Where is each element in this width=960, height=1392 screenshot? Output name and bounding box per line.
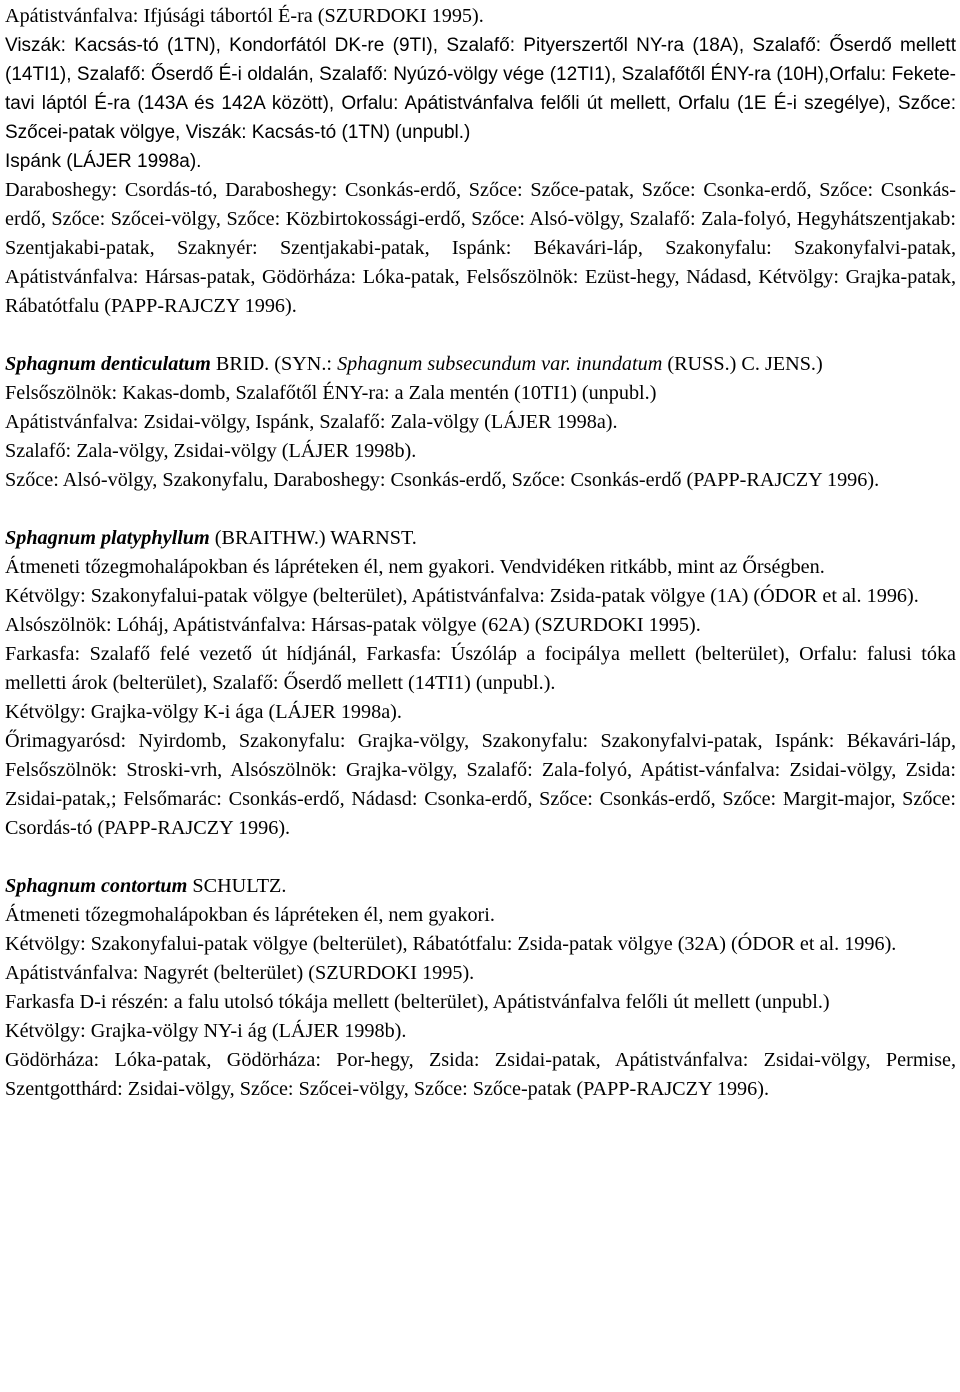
document-body	[5, 2, 956, 1104]
variety-name: inundatum	[575, 353, 663, 375]
record-paragraph: Gödörháza: Lóka-patak, Gödörháza: Por-hegy, Zsida: Zsidai-patak, Apátistvánfalva: Zsidai-völgy, Permise, Szentgotthárd: Zsidai-völgy, Szőce: Szőcei-völgy, Szőce: Szőce-patak (PAPP-RAJCZY 1996).	[5, 1049, 956, 1100]
species-name: Sphagnum denticulatum	[5, 353, 211, 375]
species-heading-platyphyllum	[5, 524, 956, 553]
species-heading-denticulatum	[5, 350, 956, 379]
record-paragraph: Viszák: Kacsás-tó (1TN), Kondorfától DK-re (9TI), Szalafő: Pityerszertől NY-ra (18A), Szalafő: Őserdő mellett (14TI1), Szalafő: Őserdő É-i oldalán, Szalafő: Nyúzó-völgy vége (12TI1), Szalafőtől ÉNY-ra (10H),Orfalu: Fekete-tavi láptól É-ra (143A és 142A között), Orfalu: Apátistvánfalva felőli út mellett, Orfalu (1E É-i szegélye), Szőce: Szőcei-patak völgye, Viszák: Kacsás-tó (1TN) (unpubl.)	[5, 35, 956, 143]
synonym-prefix: (SYN.:	[274, 353, 333, 375]
record-paragraph: Őrimagyarósd: Nyirdomb, Szakonyfalu: Grajka-völgy, Szakonyfalu: Szakonyfalvi-patak, Ispánk: Békavári-láp, Felsőszölnök: Stroski-vrh, Alsószölnök: Grajka-völgy, Szalafő: Zala-folyó, Apátist-vánfalva: Zsidai-völgy, Zsida: Zsidai-patak,; Felsőmarác: Csonkás-erdő, Nádasd: Csonka-erdő, Szőce: Csonkás-erdő, Szőce: Margit-major, Szőce: Csordás-tó (PAPP-RAJCZY 1996).	[5, 730, 956, 839]
species-author: SCHULTZ.	[192, 875, 287, 897]
habitat-note: Átmeneti tőzegmohalápokban és lápréteken él, nem gyakori. Vendvidéken ritkább, mint az Őrségben.	[5, 556, 825, 578]
record-line: Apátistvánfalva: Nagyrét (belterület) (SZURDOKI 1995).	[5, 962, 475, 984]
record-line: Alsószölnök: Lóháj, Apátistvánfalva: Hársas-patak völgye (62A) (SZURDOKI 1995).	[5, 614, 701, 636]
synonym-name: Sphagnum subsecundum	[337, 353, 537, 375]
record-line: Kétvölgy: Grajka-völgy K-i ága (LÁJER 1998a).	[5, 701, 402, 723]
record-line: Kétvölgy: Grajka-völgy NY-i ág (LÁJER 1998b).	[5, 1020, 407, 1042]
synonym-author: (RUSS.) C. JENS.)	[667, 353, 823, 375]
record-line: Felsőszölnök: Kakas-domb, Szalafőtől ÉNY-ra: a Zala mentén (10TI1) (unpubl.)	[5, 382, 657, 404]
species-author: BRID.	[215, 353, 270, 375]
habitat-note: Átmeneti tőzegmohalápokban és lápréteken él, nem gyakori.	[5, 904, 495, 926]
species-author: (BRAITHW.) WARNST.	[214, 527, 417, 549]
record-paragraph: Kétvölgy: Szakonyfalui-patak völgye (belterület), Rábatótfalu: Zsida-patak völgye (32A) (ÓDOR et al. 1996).	[5, 933, 897, 955]
record-paragraph: Farkasfa: Szalafő felé vezető út hídjánál, Farkasfa: Úszóláp a focipálya mellett (belterület), Orfalu: falusi tóka melletti árok (belterület), Szalafő: Őserdő mellett (14TI1) (unpubl.).	[5, 643, 956, 694]
record-paragraph: Kétvölgy: Szakonyfalui-patak völgye (belterület), Apátistvánfalva: Zsida-patak völgye (1A) (ÓDOR et al. 1996).	[5, 585, 919, 607]
record-line: Apátistvánfalva: Ifjúsági tábortól É-ra (SZURDOKI 1995).	[5, 5, 484, 27]
record-paragraph: Szőce: Alsó-völgy, Szakonyfalu, Daraboshegy: Csonkás-erdő, Szőce: Csonkás-erdő (PAPP-RAJCZY 1996).	[5, 469, 880, 491]
record-line: Ispánk (LÁJER 1998a).	[5, 151, 202, 172]
record-line: Szalafő: Zala-völgy, Zsidai-völgy (LÁJER 1998b).	[5, 440, 417, 462]
species-heading-contortum	[5, 872, 956, 901]
species-name: Sphagnum contortum	[5, 875, 188, 897]
species-name: Sphagnum platyphyllum	[5, 527, 210, 549]
record-paragraph: Farkasfa D-i részén: a falu utolsó tókája mellett (belterület), Apátistvánfalva felőli út mellett (unpubl.)	[5, 991, 830, 1013]
record-paragraph: Daraboshegy: Csordás-tó, Daraboshegy: Csonkás-erdő, Szőce: Szőce-patak, Szőce: Csonka-erdő, Szőce: Csonkás-erdő, Szőce: Szőcei-völgy, Szőce: Közbirtokossági-erdő, Szőce: Alsó-völgy, Szalafő: Zala-folyó, Hegyhátszentjakab: Szentjakabi-patak, Szaknyér: Szentjakabi-patak, Ispánk: Békavári-láp, Szakonyfalu: Szakonyfalvi-patak, Apátistvánfalva: Hársas-patak, Gödörháza: Lóka-patak, Felsőszölnök: Ezüst-hegy, Nádasd, Kétvölgy: Grajka-patak, Rábatótfalu (PAPP-RAJCZY 1996).	[5, 179, 956, 317]
record-line: Apátistvánfalva: Zsidai-völgy, Ispánk, Szalafő: Zala-völgy (LÁJER 1998a).	[5, 411, 618, 433]
variety-word: var.	[541, 353, 571, 375]
